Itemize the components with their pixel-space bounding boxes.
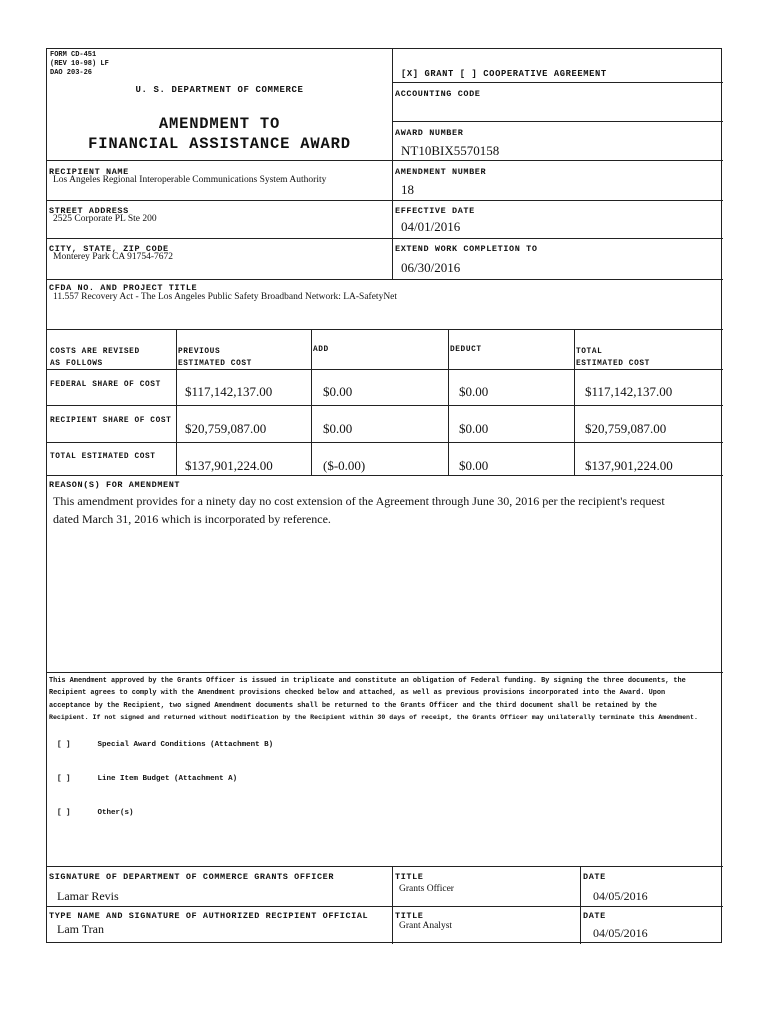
others-checkbox[interactable] (57, 809, 134, 817)
reasons-text-line1: This amendment provides for a ninety day no cost extension of the Agreement through June 30, 2016 per the recipient's request (53, 494, 665, 508)
divider (47, 906, 723, 907)
reasons-label: REASON(S) FOR AMENDMENT (49, 480, 181, 490)
approval-text (49, 675, 721, 724)
signature-col-divider (392, 866, 393, 944)
cost-header-revised-line2: AS FOLLOWS (50, 360, 103, 368)
effective-date-value: 04/01/2016 (401, 219, 461, 234)
department-name: U. S. DEPARTMENT OF COMMERCE (135, 85, 304, 95)
amendment-form (46, 48, 722, 943)
recipient-official-title: Grant Analyst (399, 921, 453, 931)
form-id-line: FORM CD-451 (50, 51, 97, 59)
cost-col-divider (176, 329, 177, 475)
cost-deduct: $0.00 (459, 421, 489, 436)
cfda-value: 11.557 Recovery Act - The Los Angeles Public Safety Broadband Network: LA-SafetyNet (53, 292, 398, 302)
cost-previous: $117,142,137.00 (185, 384, 273, 399)
cost-total: $117,142,137.00 (585, 384, 673, 399)
grants-officer-date-label: DATE (583, 872, 606, 882)
cost-col-divider (574, 329, 575, 475)
cost-header-total-line2: ESTIMATED COST (576, 360, 650, 368)
approval-text-line: Recipient agrees to comply with the Amendment provisions checked below and attached, as well as previous provisions incorporated into the Award. Upon (49, 689, 666, 698)
approval-text-line: This Amendment approved by the Grants Officer is issued in triplicate and constitute an obligation of Federal funding. By signing the three documents, the (49, 677, 686, 685)
recipient-name-value: Los Angeles Regional Interoperable Communications System Authority (53, 175, 327, 185)
checkbox-box: [ ] (57, 775, 71, 783)
checkbox-label: Other(s) (97, 809, 134, 817)
cost-row-label: FEDERAL SHARE OF COST (50, 381, 161, 389)
recipient-official-signature-label: TYPE NAME AND SIGNATURE OF AUTHORIZED RECIPIENT OFFICIAL (49, 911, 369, 921)
form-revision-line: (REV 10-98) LF (50, 60, 109, 68)
checkbox-label: Special Award Conditions (Attachment B) (97, 741, 274, 749)
divider (392, 82, 723, 83)
accounting-code-label: ACCOUNTING CODE (395, 89, 481, 99)
grants-officer-title: Grants Officer (399, 884, 454, 894)
divider (47, 405, 723, 406)
cost-total: $20,759,087.00 (585, 421, 667, 436)
cost-header-previous-line1: PREVIOUS (178, 348, 221, 356)
cost-add: $0.00 (323, 384, 353, 399)
approval-text-line: acceptance by the Recipient, two signed Amendment documents shall be returned to the Grants Officer and the third document shall be retained by the (49, 701, 657, 710)
effective-date-label: EFFECTIVE DATE (395, 206, 475, 216)
form-dao-line: DAO 203-26 (50, 69, 93, 77)
signature-col-divider (580, 866, 581, 944)
cost-row-label: TOTAL ESTIMATED COST (50, 453, 156, 461)
cost-header-previous (178, 346, 252, 370)
cost-deduct: $0.00 (459, 384, 489, 399)
form-number (50, 51, 109, 78)
grants-officer-date: 04/05/2016 (593, 889, 648, 903)
city-state-zip-value: Monterey Park CA 91754-7672 (53, 252, 174, 262)
award-type-checkboxes: [X] GRANT [ ] COOPERATIVE AGREEMENT (401, 69, 607, 79)
approval-text-line: Recipient. If not signed and returned without modification by the Recipient within 30 days of receipt, the Grants Officer may unilaterally terminate this Amendment. (49, 713, 698, 721)
street-address-value: 2525 Corporate PL Ste 200 (53, 214, 157, 224)
recipient-official-date: 04/05/2016 (593, 926, 648, 940)
cost-header-previous-line2: ESTIMATED COST (178, 360, 252, 368)
line-item-budget-checkbox[interactable] (57, 775, 237, 783)
grants-officer-title-label: TITLE (395, 872, 424, 882)
cost-previous: $137,901,224.00 (185, 458, 273, 473)
special-award-conditions-checkbox[interactable] (57, 741, 273, 749)
grants-officer-signature-label: SIGNATURE OF DEPARTMENT OF COMMERCE GRANTS OFFICER (49, 872, 335, 882)
cfda-label: CFDA NO. AND PROJECT TITLE (49, 283, 198, 293)
extend-work-value: 06/30/2016 (401, 260, 461, 275)
cost-add: ($-0.00) (323, 458, 366, 473)
checkbox-label: Line Item Budget (Attachment A) (97, 775, 238, 783)
cost-col-divider (311, 329, 312, 475)
cost-deduct: $0.00 (459, 458, 489, 473)
cost-col-divider (448, 329, 449, 475)
divider (47, 442, 723, 443)
extend-work-label: EXTEND WORK COMPLETION TO (395, 244, 538, 254)
checkbox-box: [ ] (57, 741, 71, 749)
cost-header-revised-line1: COSTS ARE REVISED (50, 348, 140, 356)
divider (47, 200, 723, 201)
cost-header-revised (50, 346, 140, 370)
divider (47, 329, 723, 330)
amendment-number-label: AMENDMENT NUMBER (395, 167, 487, 177)
cost-header-add: ADD (313, 346, 329, 354)
header-divider (392, 49, 393, 279)
divider (47, 672, 723, 673)
checkbox-box: [ ] (57, 809, 71, 817)
divider (47, 160, 723, 161)
form-title-line2: FINANCIAL ASSISTANCE AWARD (88, 135, 351, 153)
award-number-label: AWARD NUMBER (395, 128, 464, 138)
city-state-zip-label: CITY, STATE, ZIP CODE (49, 244, 169, 254)
recipient-official-title-label: TITLE (395, 911, 424, 921)
divider (47, 279, 723, 280)
divider (47, 475, 723, 476)
recipient-name-label: RECIPIENT NAME (49, 167, 129, 177)
form-title-line1: AMENDMENT TO (158, 115, 281, 133)
cost-row-label: RECIPIENT SHARE OF COST (50, 417, 172, 425)
amendment-number-value: 18 (401, 182, 414, 197)
cost-add: $0.00 (323, 421, 353, 436)
recipient-official-name: Lam Tran (57, 922, 105, 936)
divider (47, 369, 723, 370)
recipient-official-date-label: DATE (583, 911, 606, 921)
divider (47, 866, 723, 867)
cost-header-total (576, 346, 650, 370)
cost-header-deduct: DEDUCT (450, 346, 482, 354)
divider (392, 121, 723, 122)
cost-header-total-line1: TOTAL (576, 348, 603, 356)
cost-previous: $20,759,087.00 (185, 421, 267, 436)
cost-total: $137,901,224.00 (585, 458, 673, 473)
grants-officer-name: Lamar Revis (57, 889, 119, 903)
street-address-label: STREET ADDRESS (49, 206, 129, 216)
reasons-text-line2: dated March 31, 2016 which is incorporated by reference. (53, 512, 331, 526)
award-number-value: NT10BIX5570158 (401, 143, 500, 158)
divider (47, 238, 723, 239)
